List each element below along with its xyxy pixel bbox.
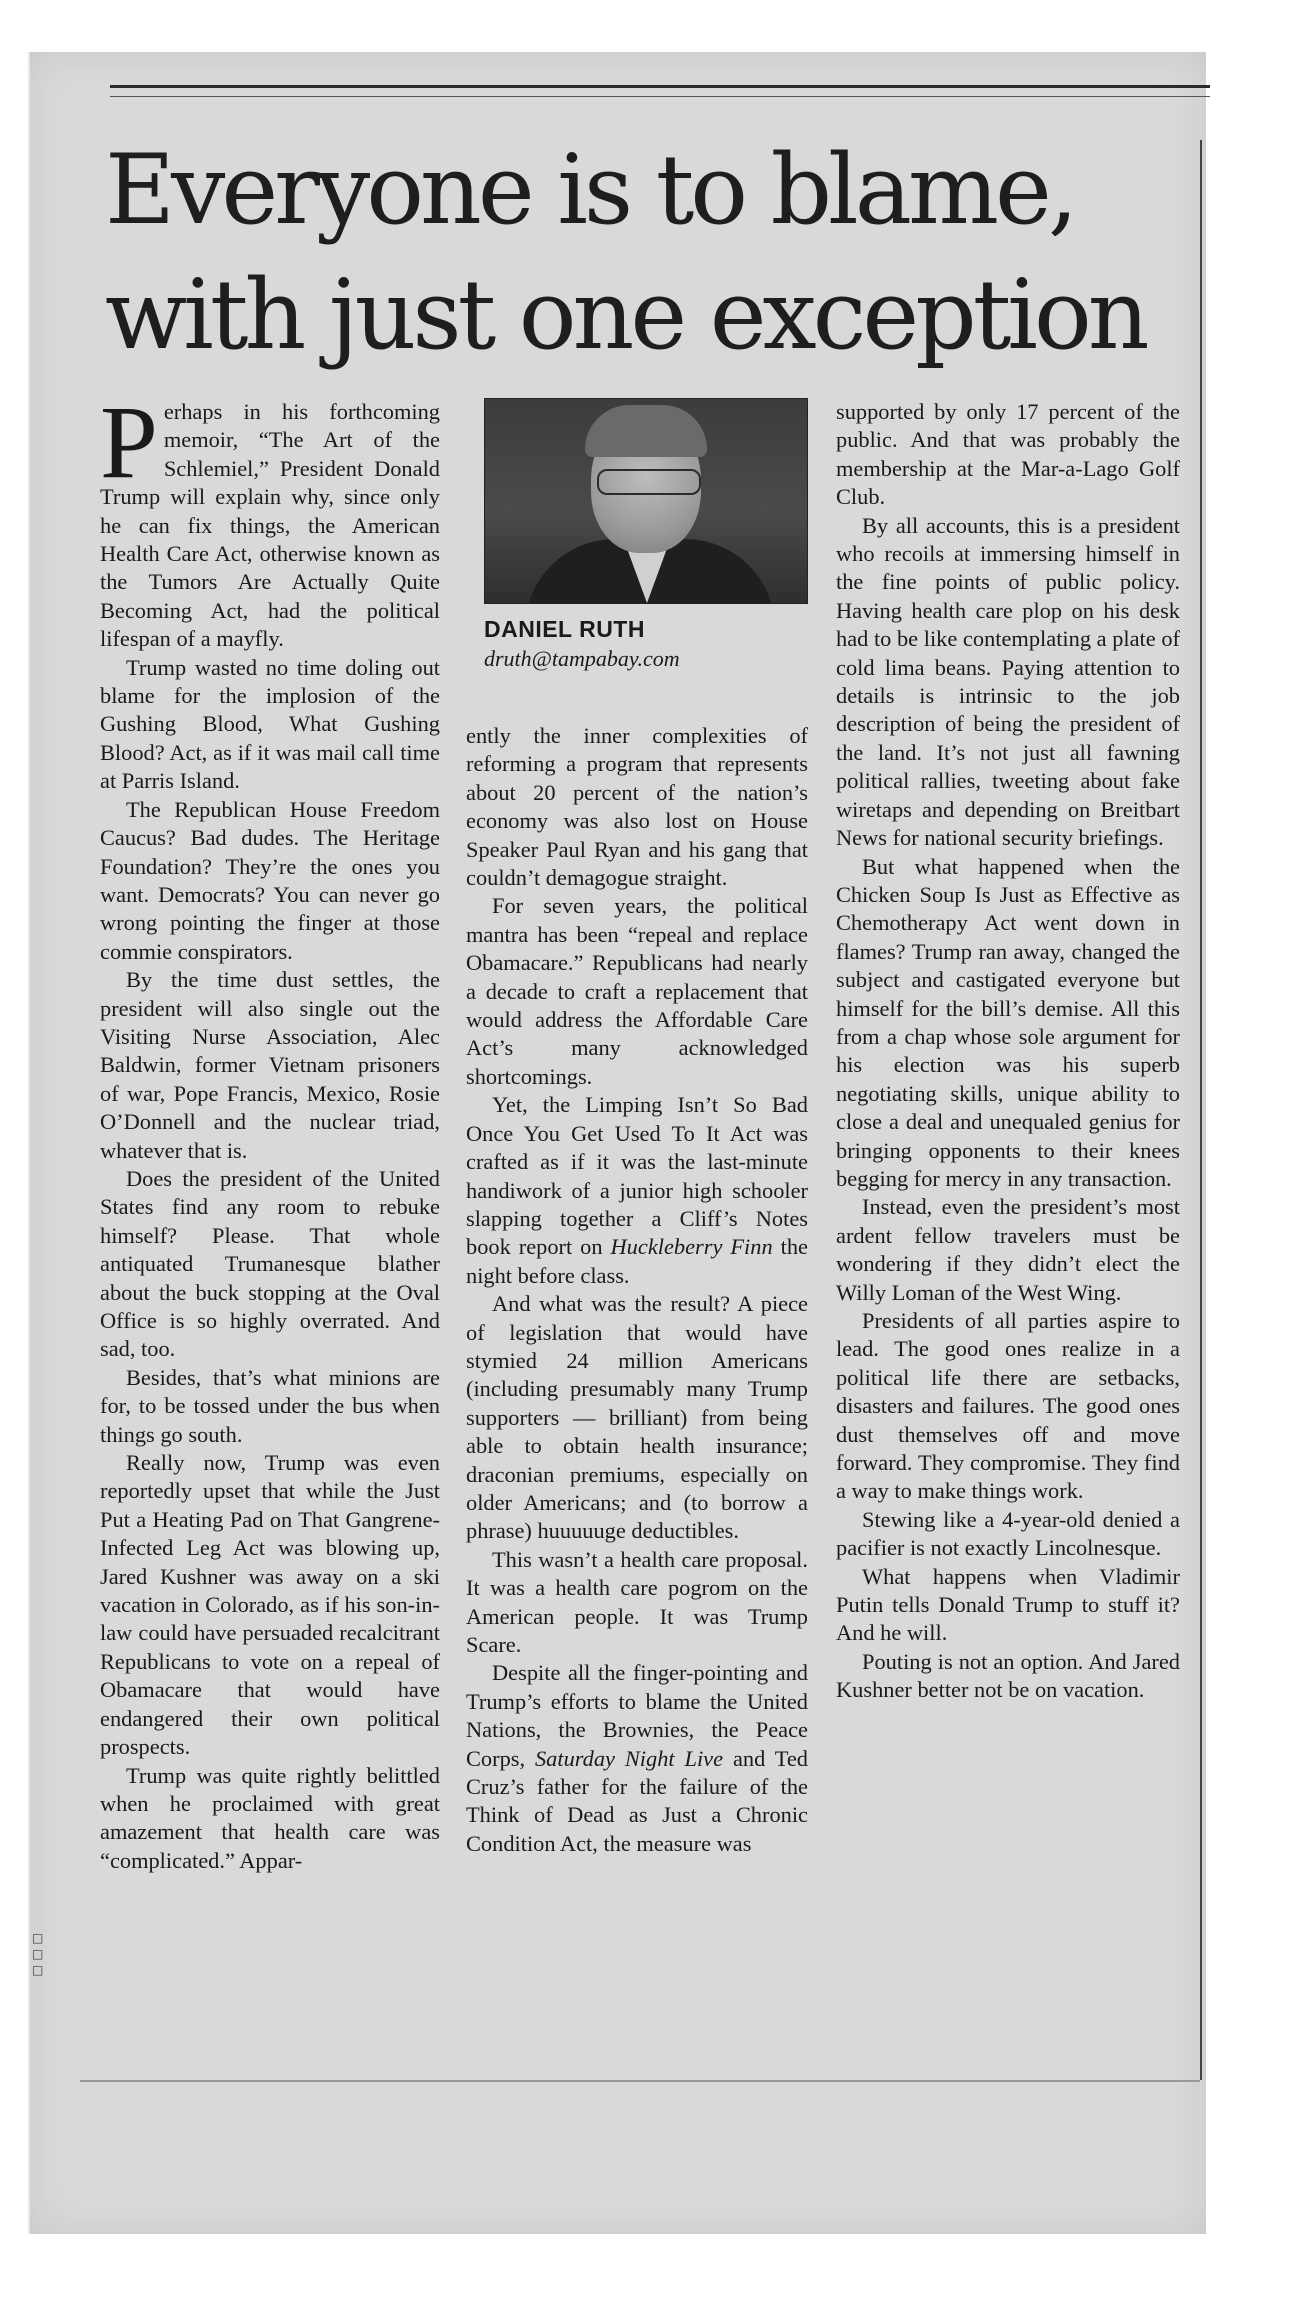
drop-cap: P: [100, 385, 158, 500]
paragraph: By all accounts, this is a president who recoils at immersing himself in the fine points of public policy. Having health care plop on his desk had to be like contemplating a plate of cold lima beans. Paying attention to details is intrinsic to the job description of being the president of the land. It’s not just all fawning political rallies, tweeting about fake wiretaps and depending on Breitbart News for national security briefings.: [836, 512, 1180, 851]
paragraph: [466, 1091, 808, 1290]
paragraph: For seven years, the political mantra has been “repeal and replace Obamacare.” Republicans had nearly a decade to craft a replacement that would address the Affordable Care Act’s many acknowledged shortcomings.: [466, 893, 808, 1089]
author-email[interactable]: druth@tampabay.com: [484, 646, 680, 671]
article-column-2: [466, 722, 808, 1858]
margin-marks: [32, 1930, 43, 1978]
paragraph: [100, 385, 440, 654]
paragraph: [466, 1659, 808, 1858]
paragraph: This wasn’t a health care proposal. It was a health care pogrom on the American people. It was Trump Scare.: [466, 1546, 808, 1657]
paragraph-text: and Ted Cruz’s father for the failure of the Think of Dead as Just a Chronic Condition Act, the measure was: [466, 1745, 808, 1856]
paragraph-text: erhaps in his forthcoming memoir, “The Art of the Schlemiel,” President Donald Trump will explain why, since only he can fix things, the American Health Care Act, otherwise known as the Tumors Are Actually Quite Becoming Act, had the political lifespan of a mayfly.: [100, 399, 440, 652]
paragraph: By the time dust settles, the president will also single out the Visiting Nurse Association, Alec Baldwin, former Vietnam prisoners of war, Pope Francis, Mexico, Rosie O’Donnell and the nuclear triad, whatever that is.: [100, 967, 440, 1163]
paragraph: But what happened when the Chicken Soup Is Just as Effective as Chemotherapy Act went down in flames? Trump ran away, changed the subject and castigated everyone but himself for the bill’s demise. All this from a chap whose sole argument for his election was his superb negotiating skills, unique ability to close a deal and unequaled genius for bringing opponents to their knees begging for mercy in any transaction.: [836, 853, 1180, 1191]
top-rule-thin: [110, 96, 1210, 97]
headline-line-1: Everyone is to blame,: [105, 134, 1075, 246]
paragraph: Presidents of all parties aspire to lead. The good ones realize in a political life there are setbacks, disasters and failures. The good ones dust themselves off and move forward. They compromise. They find a way to make things work.: [836, 1308, 1180, 1504]
square-icon: □: [32, 1963, 44, 1977]
top-rule: [110, 85, 1210, 88]
square-icon: □: [32, 1947, 44, 1961]
author-name: DANIEL RUTH: [484, 616, 645, 642]
paragraph: Instead, even the president’s most ardent fellow travelers must be wondering if they didn’t elect the Willy Loman of the West Wing.: [836, 1194, 1180, 1305]
paragraph-text: Yet, the Limping Isn’t So Bad Once You Get Used To It Act was crafted as if it was the last-minute handiwork of a junior high schooler slapping together a Cliff’s Notes book report on: [466, 1092, 808, 1260]
paragraph: supported by only 17 percent of the public. And that was probably the membership at the Mar-a-Lago Golf Club.: [836, 399, 1180, 510]
paragraph: Stewing like a 4-year-old denied a pacifier is not exactly Lincolnesque.: [836, 1506, 1180, 1561]
paragraph: Trump was quite rightly belittled when he proclaimed with great amazement that health care was “complicated.” Appar-: [100, 1762, 440, 1873]
article-column-1: [100, 385, 440, 1875]
right-column-rule: [1200, 140, 1202, 2080]
author-photo-hair: [585, 405, 707, 457]
paragraph: And what was the result? A piece of legislation that would have stymied 24 million Americans (including presumably many Trump supporters — brilliant) from being able to obtain health insurance; draconian premiums, especially on older Americans; and (to borrow a phrase) huuuuuge deductibles.: [466, 1291, 808, 1544]
bottom-rule: [80, 2080, 1200, 2082]
paragraph: What happens when Vladimir Putin tells Donald Trump to stuff it? And he will.: [836, 1563, 1180, 1646]
paragraph: Really now, Trump was even reportedly upset that while the Just Put a Heating Pad on That Gangrene-Infected Leg Act was blowing up, Jared Kushner was away on a ski vacation in Colorado, as if his son-in-law could have persuaded recalcitrant Republicans to vote on a repeal of Obamacare that would have endangered their own political prospects.: [100, 1450, 440, 1760]
article-column-3: [836, 398, 1180, 1705]
headline: [105, 128, 1195, 378]
paragraph: ently the inner complexities of reforming a program that represents about 20 percent of the nation’s economy was also lost on House Speaker Paul Ryan and his gang that couldn’t demagogue straight.: [466, 723, 808, 891]
book-title: Huckleberry Finn: [610, 1234, 773, 1260]
paragraph: Trump wasted no time doling out blame for the implosion of the Gushing Blood, What Gushing Blood? Act, as if it was mail call time at Parris Island.: [100, 654, 440, 794]
paragraph: Does the president of the United States find any room to rebuke himself? Please. That whole antiquated Trumanesque blather about the buck stopping at the Oval Office is so highly overrated. And sad, too.: [100, 1165, 440, 1362]
headline-line-2: with just one exception: [105, 259, 1146, 371]
author-photo: [484, 398, 808, 604]
paragraph: Besides, that’s what minions are for, to be tossed under the bus when things go south.: [100, 1364, 440, 1447]
show-title: Saturday Night Live: [534, 1745, 724, 1771]
paragraph: The Republican House Freedom Caucus? Bad dudes. The Heritage Foundation? They’re the ones you want. Democrats? You can never go wrong pointing the finger at those commie conspirators.: [100, 796, 440, 964]
paragraph-text: Despite all the finger-pointing and Trump’s efforts to blame the United Nations, the Brownies, the Peace Corps,: [466, 1660, 808, 1771]
paragraph-text: the night before class.: [466, 1234, 808, 1288]
paragraph: Pouting is not an option. And Jared Kushner better not be on vacation.: [836, 1648, 1180, 1703]
author-photo-glasses: [597, 469, 701, 495]
square-icon: □: [32, 1931, 44, 1945]
